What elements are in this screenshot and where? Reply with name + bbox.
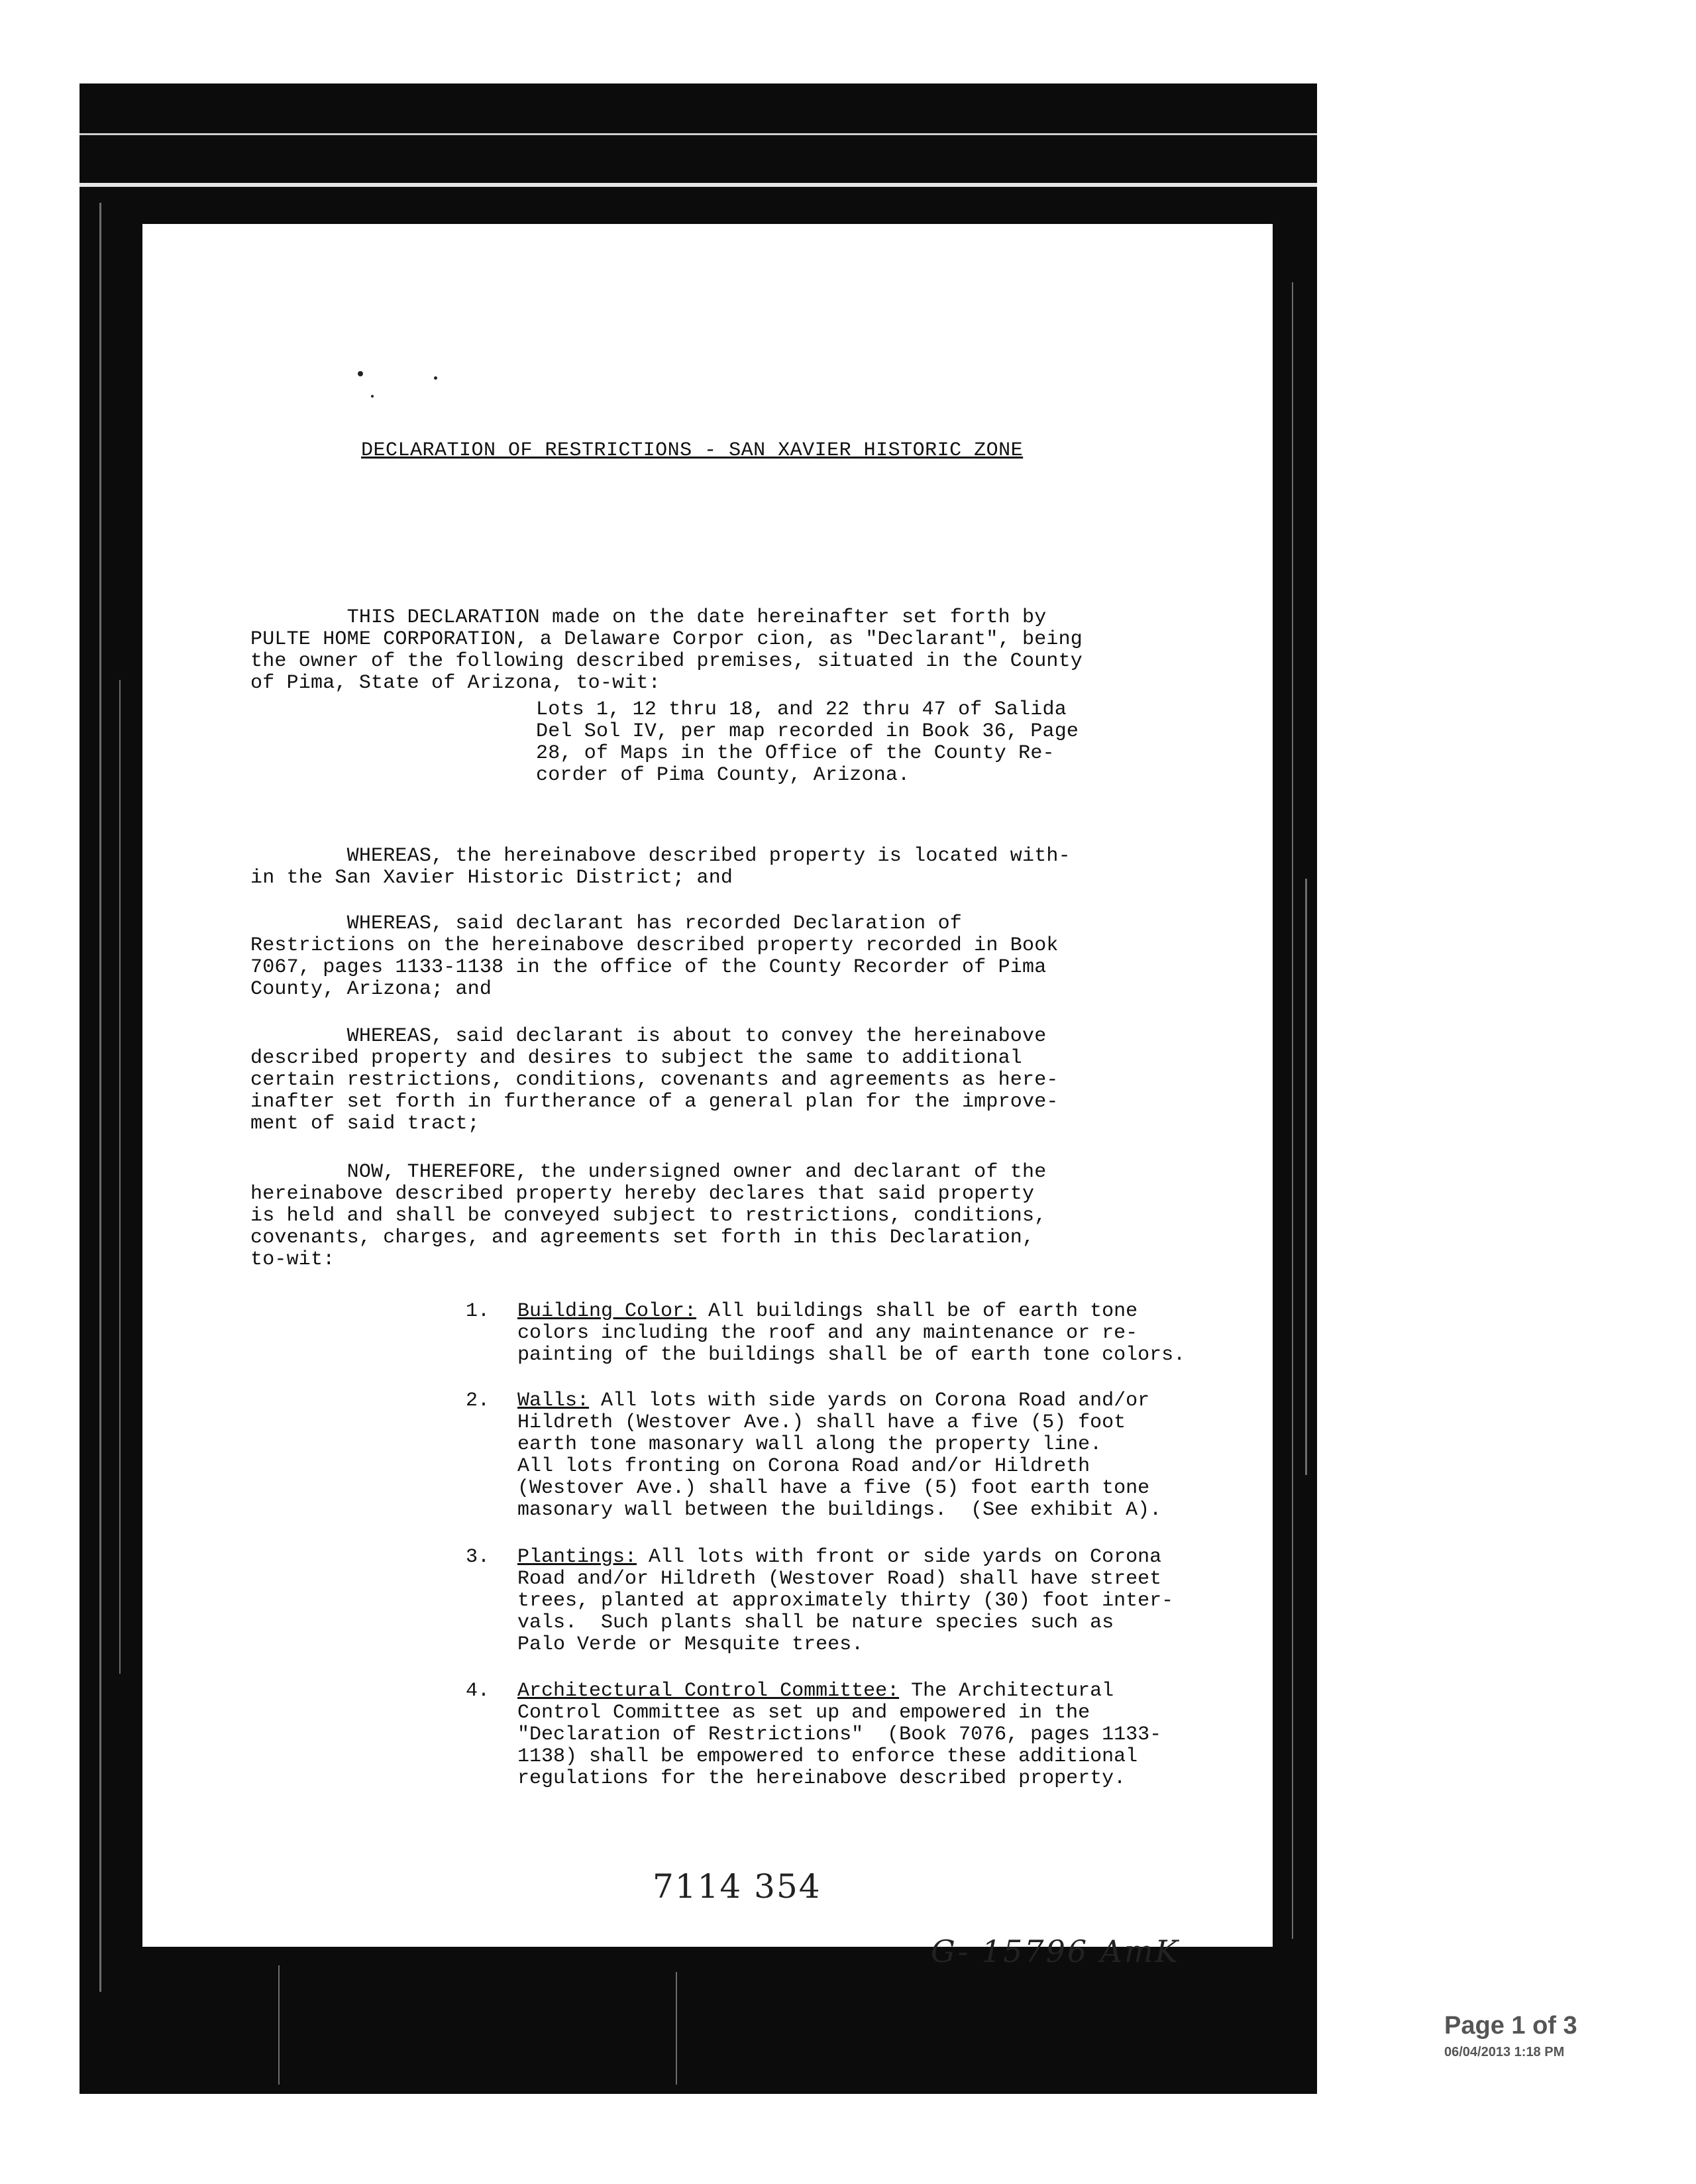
- list-item-building-color: [466, 1300, 1186, 1388]
- scan-edge-line: [80, 183, 1317, 187]
- list-item-body: All lots with front or side yards on Corona Road and/or Hildreth (Westover Road) shall have street trees, planted at approximately thirty (30) foot inter- vals. Such plants shall be nature species such as Palo Verde or Mesquite trees.: [517, 1546, 1174, 1656]
- list-item-body: All lots with side yards on Corona Road and/or Hildreth (Westover Ave.) shall have a five (5) foot earth tone masonary wall along the property line. All lots fronting on Corona Road and/or Hildreth (Westover Ave.) shall have a five (5) foot earth tone masonary wall between the buildings. (See exhibit A).: [517, 1390, 1162, 1521]
- list-item-number: 4.: [466, 1680, 490, 1702]
- paragraph-declaration: THIS DECLARATION made on the date hereinafter set forth by PULTE HOME CORPORATION, a Delaware Corpor cion, as "Declarant", being the owner of the following described premises, situated in the County of Pima, State of Arizona, to-wit:: [250, 606, 1083, 694]
- paragraph-lot-description: Lots 1, 12 thru 18, and 22 thru 47 of Salida Del Sol IV, per map recorded in Book 36, Page 28, of Maps in the Office of the County Re- corder of Pima County, Arizona.: [536, 698, 1079, 787]
- recording-stamp-number: 7114 354: [653, 1867, 822, 1906]
- list-item-heading: Architectural Control Committee:: [517, 1680, 900, 1702]
- paragraph-now-therefore: NOW, THEREFORE, the undersigned owner and declarant of the hereinabove described property hereby declares that said property is held and shall be conveyed subject to restrictions, conditions, covenants, charges, and agreements set forth in this Declaration, to-wit:: [250, 1161, 1047, 1271]
- list-item-body: The Architectural Control Committee as set up and empowered in the "Declaration of Restrictions" (Book 7076, pages 1133- 1138) shall be empowered to enforce these additional regulations for the hereinabove described property.: [517, 1680, 1162, 1790]
- list-item-number: 2.: [466, 1390, 490, 1412]
- scan-speck: [371, 395, 374, 398]
- paragraph-whereas-convey: WHEREAS, said declarant is about to convey the hereinabove described property and desires to subject the same to additional certain restrictions, conditions, covenants and agreements as here- inafter set forth in furtherance of a general plan for the improve- ment of said tract;: [250, 1025, 1059, 1135]
- list-item-heading: Building Color:: [517, 1300, 697, 1323]
- scan-streak: [99, 203, 101, 1992]
- scan-streak: [1292, 282, 1293, 1939]
- scan-streak: [1305, 879, 1307, 1475]
- document-page: [142, 224, 1273, 1969]
- list-item-architectural-control: [466, 1680, 1162, 1790]
- paragraph-whereas-location: WHEREAS, the hereinabove described property is located with- in the San Xavier Historic District; and: [250, 845, 1071, 889]
- document-title: DECLARATION OF RESTRICTIONS - SAN XAVIER HISTORIC ZONE: [361, 439, 1024, 462]
- list-item-body: All buildings shall be of earth tone colors including the roof and any maintenance or re- painting of the buildings shall be of earth tone colors.: [517, 1300, 1186, 1366]
- list-item-number: 1.: [466, 1300, 490, 1323]
- list-item-heading: Plantings:: [517, 1546, 637, 1568]
- scan-streak: [676, 1972, 677, 2085]
- list-item-walls: [466, 1390, 1162, 1521]
- scanned-page-frame: [80, 83, 1317, 2094]
- scan-streak: [119, 680, 121, 1674]
- scan-streak: [278, 1965, 280, 2085]
- list-item-plantings: [466, 1546, 1174, 1656]
- scan-speck: [358, 371, 363, 376]
- scan-speck: [434, 376, 437, 380]
- page-timestamp: 06/04/2013 1:18 PM: [1444, 2045, 1565, 2059]
- handwritten-note: G- 15796 AmK: [931, 1934, 1180, 1969]
- page-indicator: Page 1 of 3: [1444, 2012, 1577, 2040]
- list-item-number: 3.: [466, 1546, 490, 1568]
- list-item-heading: Walls:: [517, 1390, 590, 1412]
- paragraph-whereas-recorded: WHEREAS, said declarant has recorded Declaration of Restrictions on the hereinabove described property recorded in Book 7067, pages 1133-1138 in the office of the County Recorder of Pima County, Arizona; and: [250, 912, 1059, 1001]
- scan-edge-line: [80, 133, 1317, 135]
